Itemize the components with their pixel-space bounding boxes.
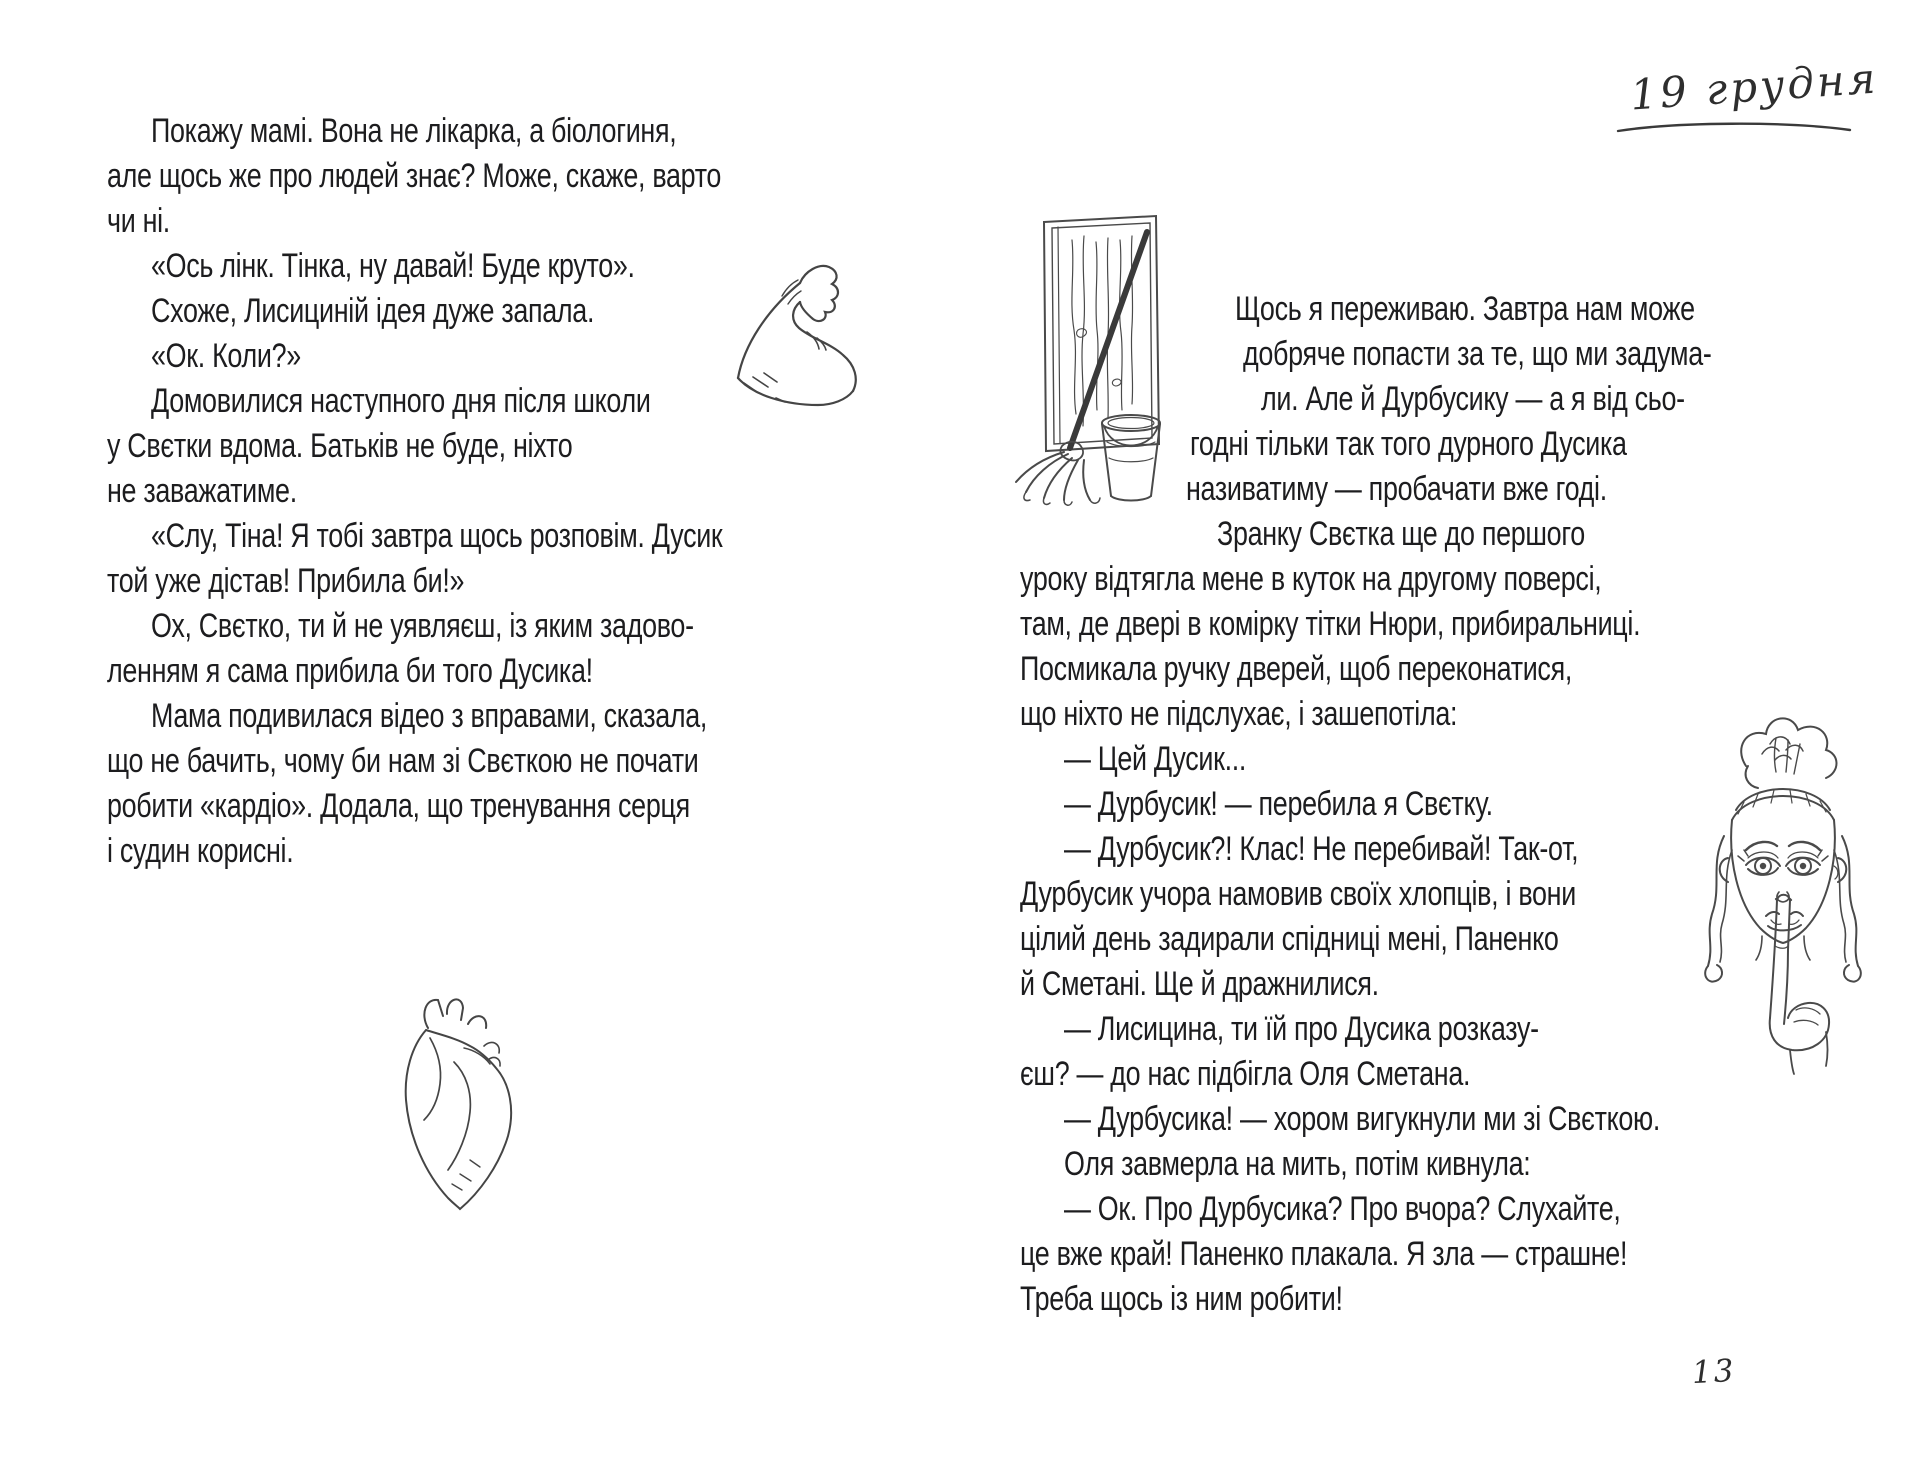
text-line: годні тільки так того дурного Дусика	[1190, 425, 1627, 463]
handwritten-date: 19 грудня	[1628, 53, 1880, 120]
text-line: чи ні.	[107, 202, 170, 240]
text-line: але щось же про людей знає? Може, скаже, варто	[107, 157, 722, 195]
text-line: Покажу мамі. Вона не лікарка, а біологиня,	[151, 112, 677, 150]
text-line: ленням я сама прибила би того Дусика!	[107, 652, 593, 690]
text-line: уроку відтягла мене в куток на другому поверсі,	[1020, 560, 1602, 598]
text-line: й Сметані. Ще й дражнилися.	[1020, 965, 1379, 1003]
text-line: і судин корисні.	[107, 832, 294, 870]
text-line: там, де двері в комірку тітки Нюри, прибиральниці.	[1020, 605, 1641, 643]
text-line: Дурбусик учора намовив своїх хлопців, і вони	[1020, 875, 1576, 913]
text-line: цілий день задирали спідниці мені, Паненко	[1020, 920, 1559, 958]
text-line: — Цей Дусик...	[1064, 740, 1247, 778]
text-line: Треба щось із ним робити!	[1020, 1280, 1343, 1318]
text-line: єш? — до нас підбігла Оля Сметана.	[1020, 1055, 1471, 1093]
text-line: Оля завмерла на мить, потім кивнула:	[1064, 1145, 1531, 1183]
text-line: Мама подивилася відео з вправами, сказала,	[151, 697, 708, 735]
text-line: «Слу, Тіна! Я тобі завтра щось розповім. Дусик	[151, 517, 723, 555]
text-line: що не бачить, чому би нам зі Свєткою не почати	[107, 742, 699, 780]
text-line: Посмикала ручку дверей, щоб переконатися,	[1020, 650, 1573, 688]
door-mop-bucket-illustration	[1000, 210, 1195, 510]
text-line: — Лисицина, ти їй про Дусика розказу-	[1064, 1010, 1539, 1048]
text-line: у Свєтки вдома. Батьків не буде, ніхто	[107, 427, 573, 465]
page-number: 13	[1691, 1352, 1737, 1392]
text-line: не заважатиме.	[107, 472, 297, 510]
text-line: «Ось лінк. Тінка, ну давай! Буде круто».	[151, 247, 635, 285]
anatomical-heart-illustration	[394, 988, 524, 1218]
text-line: Ох, Свєтко, ти й не уявляєш, із яким задово-	[151, 607, 694, 645]
text-line: «Ок. Коли?»	[151, 337, 301, 375]
text-line: — Ок. Про Дурбусика? Про вчора? Слухайте,	[1064, 1190, 1621, 1228]
text-line: — Дурбусик?! Клас! Не перебивай! Так-от,	[1064, 830, 1579, 868]
text-line: це вже край! Паненко плакала. Я зла — страшне!	[1020, 1235, 1628, 1273]
text-line: — Дурбусик! — перебила я Свєтку.	[1064, 785, 1493, 823]
left-page-text	[107, 112, 807, 902]
text-line: — Дурбусика! — хором вигукнули ми зі Свєткою.	[1064, 1100, 1661, 1138]
text-line: що ніхто не підслухає, і зашепотіла:	[1020, 695, 1458, 733]
text-line: той уже дістав! Прибила би!»	[107, 562, 465, 600]
text-line: Щось я переживаю. Завтра нам може	[1235, 290, 1695, 328]
shushing-girl-illustration	[1678, 688, 1888, 1078]
text-line: робити «кардіо». Додала, що тренування серця	[107, 787, 690, 825]
text-line: Зранку Свєтка ще до першого	[1217, 515, 1585, 553]
text-line: добряче попасти за те, що ми задума-	[1243, 335, 1712, 373]
bicep-arm-illustration	[722, 248, 872, 413]
text-line: Домовилися наступного дня після школи	[151, 382, 651, 420]
date-underline-stroke	[1614, 118, 1854, 138]
text-line: називатиму — пробачати вже годі.	[1186, 470, 1607, 508]
text-line: ли. Але й Дурбусику — а я від сьо-	[1261, 380, 1685, 418]
text-line: Схоже, Лисициній ідея дуже запала.	[151, 292, 595, 330]
